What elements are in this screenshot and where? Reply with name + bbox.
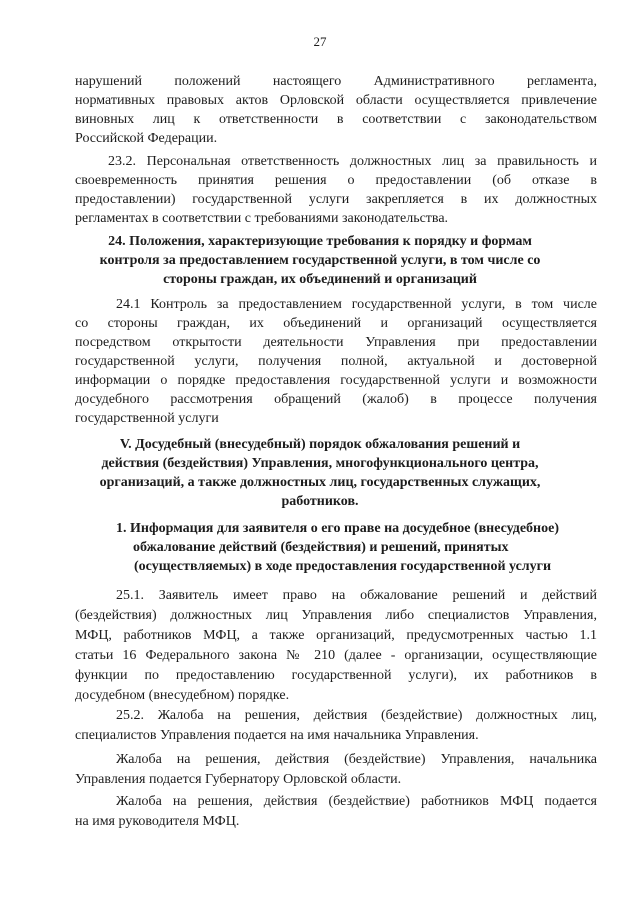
paragraph-line: досудебного рассмотрения обращений (жалоб) в процессе получения	[75, 392, 597, 407]
paragraph-line: 25.1. Заявитель имеет право на обжалование решений и действий	[116, 588, 597, 603]
page-number: 27	[313, 34, 327, 49]
paragraph-line: 25.2. Жалоба на решения, действия (бездействие) должностных лиц,	[116, 708, 597, 723]
paragraph-line: Жалоба на решения, действия (бездействие) работников МФЦ подается	[116, 794, 597, 809]
chapter-heading-line: V. Досудебный (внесудебный) порядок обжалования решений и	[119, 437, 521, 452]
chapter-heading-line: организаций, а также должностных лиц, государственных служащих,	[99, 475, 541, 490]
paragraph-line: государственной услуги, получения полной, актуальной и достоверной	[75, 354, 597, 369]
paragraph-line: специалистов Управления подается на имя начальника Управления.	[75, 728, 479, 743]
paragraph-line: информации о порядке предоставления государственной услуги и возможности	[75, 373, 597, 388]
chapter-heading-line: работников.	[281, 494, 359, 509]
paragraph-line: МФЦ, работников МФЦ, а также организаций, предусмотренных частью 1.1	[75, 628, 597, 643]
paragraph-line: виновных лиц к ответственности в соответствии с законодательством	[75, 112, 597, 127]
subsection-heading-line: (осуществляемых) в ходе предоставления государственной услуги	[134, 559, 552, 574]
paragraph-line: посредством открытости деятельности Управления при предоставлении	[75, 335, 597, 350]
paragraph-line: Управления подается Губернатору Орловской области.	[75, 772, 402, 787]
paragraph-line: своевременность принятия решения о предоставлении (об отказе в	[75, 173, 597, 188]
paragraph-line: регламентах в соответствии с требованиями законодательства.	[75, 211, 449, 226]
subsection-heading-line: 1. Информация для заявителя о его праве на досудебное (внесудебное)	[116, 521, 560, 536]
paragraph-line: предоставлении) государственной услуги закрепляется в их должностных	[75, 192, 597, 207]
paragraph-line: статьи 16 Федерального закона № 210 (далее - организации, осуществляющие	[75, 648, 597, 663]
paragraph-line: на имя руководителя МФЦ.	[75, 814, 240, 829]
chapter-heading-line: действия (бездействия) Управления, многофункционального центра,	[101, 456, 539, 471]
paragraph-line: 23.2. Персональная ответственность должностных лиц за правильность и	[108, 154, 597, 169]
paragraph-line: досудебном (внесудебном) порядке.	[75, 688, 290, 703]
paragraph-line: государственной услуги	[75, 411, 219, 426]
section-heading-line: контроля за предоставлением государственной услуги, в том числе со	[99, 253, 541, 268]
paragraph-line: со стороны граждан, их объединений и организаций осуществляется	[75, 316, 597, 331]
paragraph-line: функции по предоставлению государственной услуги), их работников в	[75, 668, 597, 683]
paragraph-line: Жалоба на решения, действия (бездействие) Управления, начальника	[116, 752, 597, 767]
paragraph-line: (бездействия) должностных лиц Управления либо специалистов Управления,	[75, 608, 597, 623]
paragraph-line: нормативных правовых актов Орловской области осуществляется привлечение	[75, 93, 597, 108]
section-heading-line: стороны граждан, их объединений и организаций	[163, 272, 477, 287]
paragraph-line: Российской Федерации.	[75, 131, 218, 146]
paragraph-line: 24.1 Контроль за предоставлением государственной услуги, в том числе	[116, 297, 597, 312]
section-heading-line: 24. Положения, характеризующие требования к порядку и формам	[108, 234, 532, 249]
subsection-heading-line: обжалование действий (бездействия) и решений, принятых	[133, 540, 509, 555]
paragraph-line: нарушений положений настоящего Административного регламента,	[75, 74, 597, 89]
